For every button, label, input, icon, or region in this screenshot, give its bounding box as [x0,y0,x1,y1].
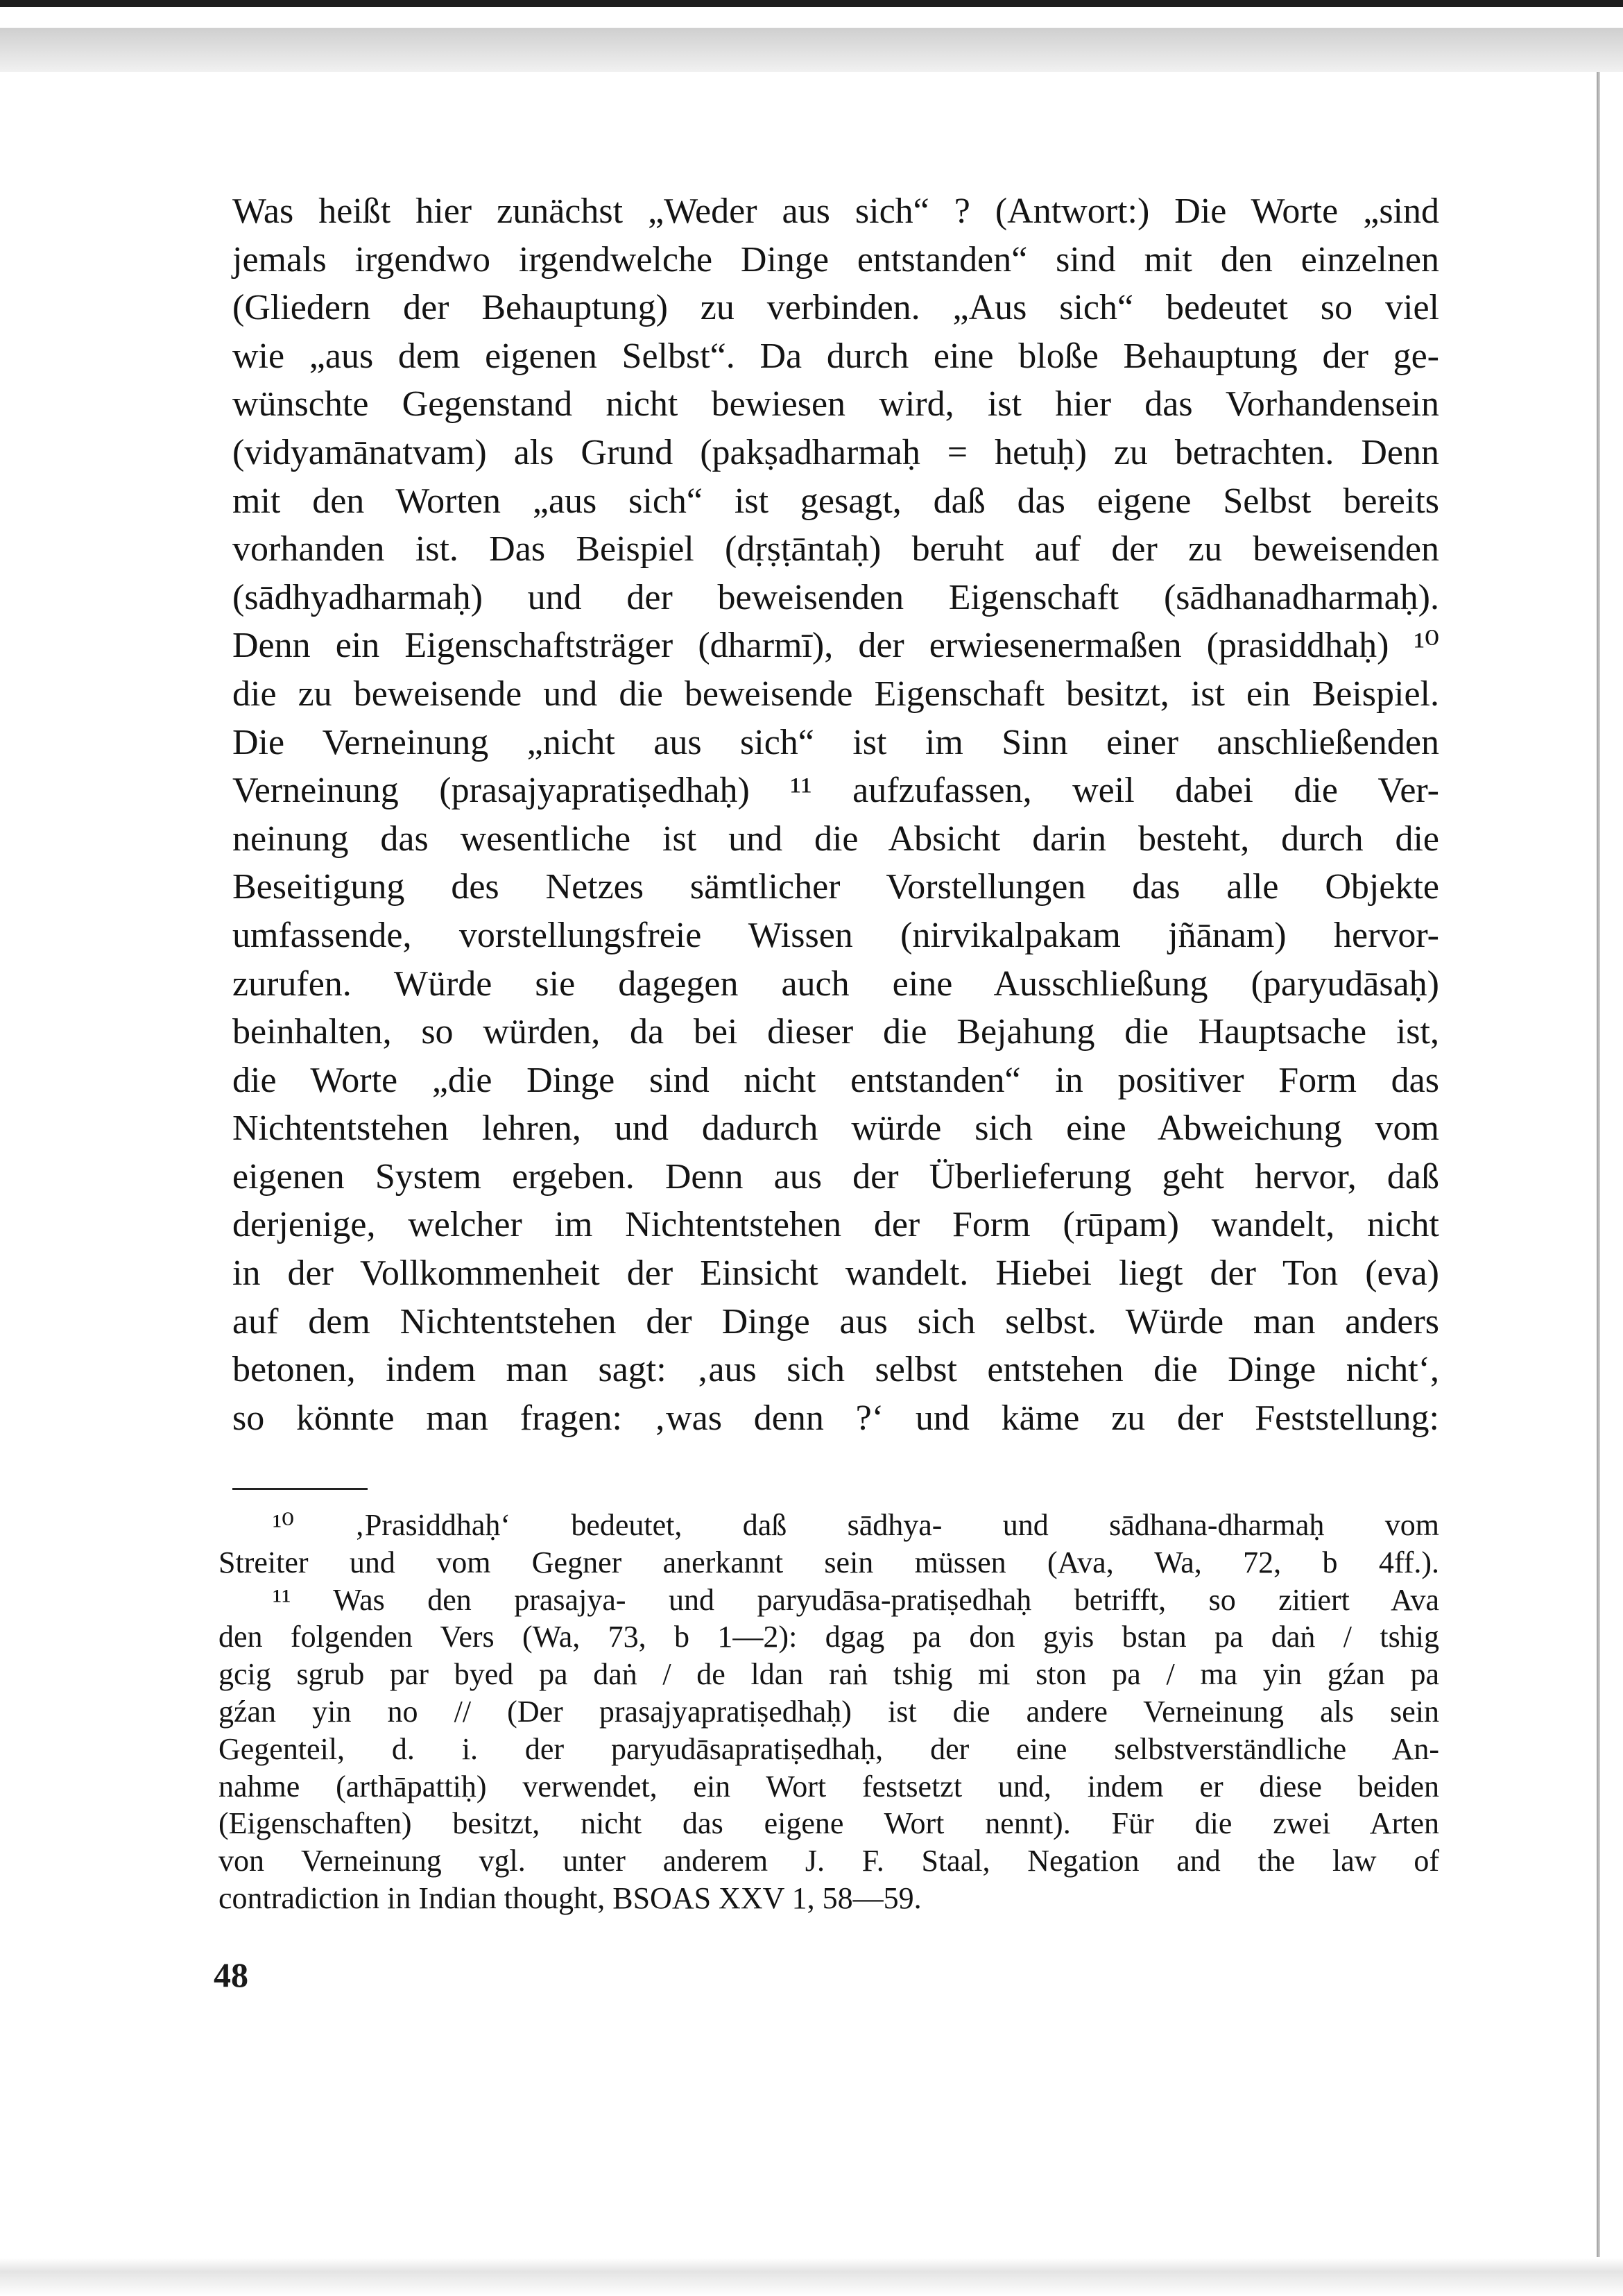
body-line: eigenen System ergeben. Denn aus der Überlieferung geht hervor, daß [232,1156,1439,1197]
footnote-line: gcig sgrub par byed pa daṅ / de ldan raṅ tshig mi ston pa / ma yin gźan pa [218,1657,1439,1692]
body-line: wie „aus dem eigenen Selbst“. Da durch eine bloße Behauptung der ge- [232,336,1439,376]
body-line: (sādhyadharmaḥ) und der beweisenden Eigenschaft (sādhanadharmaḥ). [232,577,1439,617]
body-line: (vidyamānatvam) als Grund (pakṣadharmaḥ = hetuḥ) zu betrachten. Denn [232,432,1439,472]
footnote-separator [232,1488,368,1490]
body-line: zurufen. Würde sie dagegen auch eine Ausschließung (paryudāsaḥ) [232,963,1439,1004]
footnote-line: contradiction in Indian thought, BSOAS XXV 1, 58—59. [218,1881,922,1915]
body-line: Was heißt hier zunächst „Weder aus sich“ ? (Antwort:) Die Worte „sind [232,191,1439,231]
body-line: in der Vollkommenheit der Einsicht wandelt. Hiebei liegt der Ton (eva) [232,1253,1439,1294]
body-line: Beseitigung des Netzes sämtlicher Vorstellungen das alle Objekte [232,867,1439,907]
scan-bottom-edge [0,2258,1623,2296]
body-line: die zu beweisende und die beweisende Eigenschaft besitzt, ist ein Beispiel. [232,674,1439,714]
body-line: Nichtentstehen lehren, und dadurch würde sich eine Abweichung vom [232,1108,1439,1149]
footnote-line: Streiter und vom Gegner anerkannt sein müssen (Ava, Wa, 72, b 4ff.). [218,1545,1439,1579]
footnote-10: ¹⁰ ‚Prasiddhaḥ‘ bedeutet, daß sādhya- und sādhana-dharmaḥ vom [273,1508,1439,1542]
body-text [232,187,1439,1442]
footnote-line: von Verneinung vgl. unter anderem J. F. Staal, Negation and the law of [218,1844,1439,1878]
body-line: (Gliedern der Behauptung) zu verbinden. „Aus sich“ bedeutet so viel [232,288,1439,328]
body-line: so könnte man fragen: ‚was denn ?‘ und käme zu der Feststellung: [232,1398,1439,1438]
body-line: die Worte „die Dinge sind nicht entstanden“ in positiver Form das [232,1060,1439,1100]
body-line: derjenige, welcher im Nichtentstehen der Form (rūpam) wandelt, nicht [232,1205,1439,1245]
footnote-line: Gegenteil, d. i. der paryudāsapratiṣedhaḥ, der eine selbstverständliche An- [218,1731,1439,1766]
footnote-line: (Eigenschaften) besitzt, nicht das eigene Wort nennt). Für die zwei Arten [218,1806,1439,1841]
body-line: umfassende, vorstellungsfreie Wissen (nirvikalpakam jñānam) hervor- [232,915,1439,955]
body-line: mit den Worten „aus sich“ ist gesagt, daß das eigene Selbst bereits [232,481,1439,521]
body-line: betonen, indem man sagt: ‚aus sich selbst entstehen die Dinge nicht‘, [232,1350,1439,1390]
scan-top-edge [0,0,1623,72]
body-line: neinung das wesentliche ist und die Absicht darin besteht, durch die [232,819,1439,859]
footnote-line: den folgenden Vers (Wa, 73, b 1—2): dgag pa don gyis bstan pa daṅ / tshig [218,1620,1439,1654]
body-line: Die Verneinung „nicht aus sich“ ist im Sinn einer anschließenden [232,722,1439,762]
body-line: vorhanden ist. Das Beispiel (dṛṣṭāntaḥ) beruht auf der zu beweisenden [232,529,1439,569]
footnote-line: nahme (arthāpattiḥ) verwendet, ein Wort festsetzt und, indem er diese beiden [218,1769,1439,1804]
page-number: 48 [214,1955,248,1994]
footnote-11: ¹¹ Was den prasajya- und paryudāsa-pratiṣedhaḥ betrifft, so zitiert Ava [273,1582,1439,1617]
body-line: Denn ein Eigenschaftsträger (dharmī), der erwiesenermaßen (prasiddhaḥ) ¹⁰ [232,626,1439,666]
body-line: Verneinung (prasajyapratiṣedhaḥ) ¹¹ aufzufassen, weil dabei die Ver- [232,771,1439,811]
body-line: auf dem Nichtentstehen der Dinge aus sich selbst. Würde man anders [232,1301,1439,1342]
scan-right-edge [1597,72,1600,2257]
body-line: beinhalten, so würden, da bei dieser die Bejahung die Hauptsache ist, [232,1012,1439,1052]
footnotes [218,1507,1439,1917]
body-line: wünschte Gegenstand nicht bewiesen wird, ist hier das Vorhandensein [232,384,1439,425]
footnote-line: gźan yin no // (Der prasajyapratiṣedhaḥ) ist die andere Verneinung als sein [218,1694,1439,1729]
body-line: jemals irgendwo irgendwelche Dinge entstanden“ sind mit den einzelnen [232,239,1439,280]
